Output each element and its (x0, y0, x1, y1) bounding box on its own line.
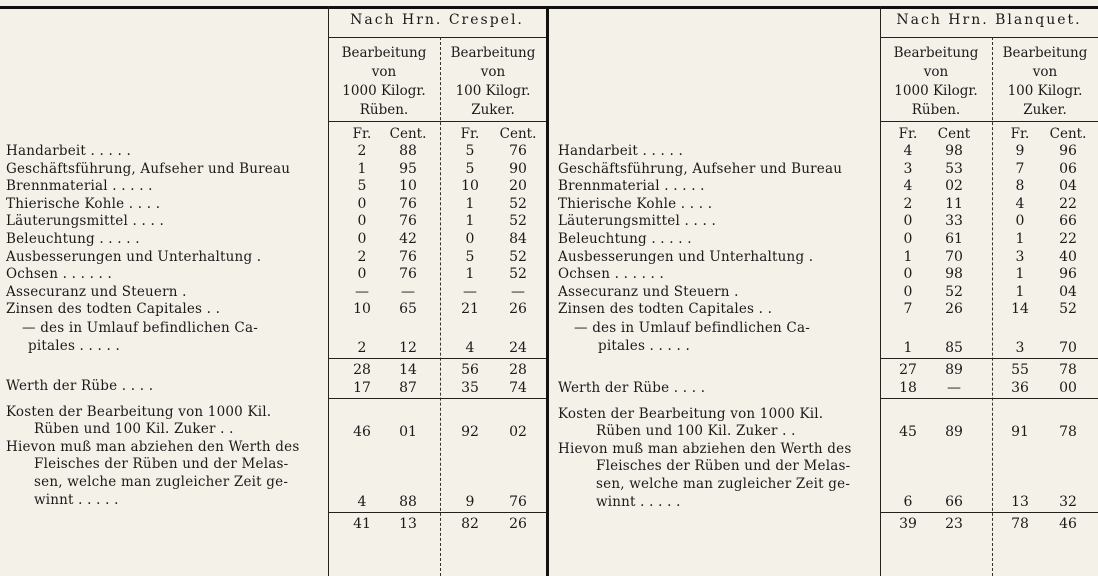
right-value-cell: 89 (945, 424, 963, 440)
hievon-label-right-1: Hievon muß man abziehen den Werth des (558, 441, 852, 457)
left-value-cell: 92 (461, 424, 479, 440)
left-value-cell: 28 (353, 362, 371, 378)
right-value-cell: — (947, 380, 961, 396)
row-label-left: Thierische Kohle . . . . (6, 195, 161, 212)
right-value-cell: 26 (945, 301, 963, 318)
right-value-cell: 1 (1015, 283, 1025, 300)
row-label-right: Zinsen des todten Capitales . . (558, 301, 773, 318)
unit-rule-left (328, 121, 546, 122)
unit-label: Fr. (460, 126, 480, 142)
left-value-cell: 28 (509, 362, 527, 378)
left-value-cell: 0 (357, 195, 367, 212)
umlauf-label-right-2: pitales . . . . . (598, 338, 690, 354)
right-value-cell: 78 (1059, 362, 1077, 378)
right-value-cell: 04 (1059, 283, 1077, 300)
right-value-cell: 0 (903, 231, 913, 247)
right-value-cell: 70 (1059, 340, 1077, 356)
left-value-cell: 20 (509, 178, 527, 195)
right-value-cell: 4 (1015, 195, 1025, 212)
left-value-cell: 76 (399, 213, 417, 230)
total-rule-left (328, 512, 546, 513)
left-value-cell: 9 (465, 494, 475, 510)
left-value-cell: 76 (509, 494, 527, 510)
row-label-right: Ausbesserungen und Unterhaltung . (558, 248, 814, 265)
right-value-cell: 06 (1059, 160, 1077, 177)
left-value-cell: 5 (357, 178, 367, 195)
right-value-cell: 1 (903, 248, 913, 265)
left-value-cell: 10 (461, 178, 479, 195)
right-value-cell: 2 (903, 195, 913, 212)
left-value-cell: 24 (509, 340, 527, 356)
left-value-cell: 0 (465, 231, 475, 247)
right-value-cell: 27 (899, 362, 917, 378)
unit-label: Cent (937, 126, 971, 142)
right-col1-header: Bearbeitung von 1000 Kilogr. Rüben. (893, 45, 979, 118)
left-value-cell: 1 (357, 160, 367, 177)
left-value-cell: 74 (509, 380, 527, 396)
sum-rule-right (880, 358, 1098, 359)
right-value-cell: 4 (903, 143, 913, 159)
left-value-cell: 82 (461, 516, 479, 532)
left-value-cell: — (511, 283, 525, 300)
left-value-cell: 5 (465, 160, 475, 177)
left-value-cell: 1 (465, 213, 475, 230)
left-value-cell: 95 (399, 160, 417, 177)
left-value-cell: 0 (357, 213, 367, 230)
left-source-title: Nach Hrn. Crespel. (350, 12, 524, 28)
row-label-left: Brennmaterial . . . . . (6, 178, 153, 195)
left-value-cell: 35 (461, 380, 479, 396)
right-value-cell: 45 (899, 424, 917, 440)
left-value-cell: 87 (399, 380, 417, 396)
left-value-cell: 2 (357, 248, 367, 265)
left-value-cell: 46 (353, 424, 371, 440)
right-value-cell: 7 (1015, 160, 1025, 177)
right-value-cell: 78 (1059, 424, 1077, 440)
row-label-left: Zinsen des todten Capitales . . (6, 301, 221, 318)
left-value-cell: 14 (399, 362, 417, 378)
werth-rule-right (880, 398, 1098, 399)
hievon-label-left-3: sen, welche man zugleicher Zeit ge- (34, 474, 289, 490)
left-value-cell: 42 (399, 231, 417, 247)
right-value-cell: 3 (1015, 248, 1025, 265)
left-value-cell: 4 (465, 340, 475, 356)
right-value-cell: 36 (1011, 380, 1029, 396)
right-value-cell: 52 (945, 283, 963, 300)
right-value-cell: 52 (1059, 301, 1077, 318)
left-value-cell: 52 (509, 266, 527, 283)
werth-label-left: Werth der Rübe . . . . (6, 378, 154, 394)
left-value-cell: 52 (509, 248, 527, 265)
left-col1-header: Bearbeitung von 1000 Kilogr. Rüben. (341, 45, 427, 118)
right-value-cell: 22 (1059, 195, 1077, 212)
row-label-left: Assecuranz und Steuern . (6, 283, 187, 300)
unit-label: Fr. (352, 126, 372, 142)
right-value-cell: 0 (903, 266, 913, 283)
right-value-cell: 3 (903, 160, 913, 177)
right-value-cell: 91 (1011, 424, 1029, 440)
unit-rule-right (880, 121, 1098, 122)
left-value-cell: 01 (399, 424, 417, 440)
left-value-cell: 88 (399, 143, 417, 159)
sum-rule-left (328, 358, 546, 359)
left-value-cell: 02 (509, 424, 527, 440)
right-value-cell: 32 (1059, 494, 1077, 510)
right-value-cell: 6 (903, 494, 913, 510)
umlauf-label-left-2: pitales . . . . . (28, 338, 120, 354)
left-value-cell: 76 (399, 195, 417, 212)
left-value-cell: 90 (509, 160, 527, 177)
left-value-cell: 12 (399, 340, 417, 356)
right-value-cell: 85 (945, 340, 963, 356)
header-rule-right (880, 37, 1098, 38)
right-value-cell: 33 (945, 213, 963, 230)
kosten-label-left-2: Rüben und 100 Kil. Zuker . . (34, 421, 234, 437)
row-label-left: Läuterungsmittel . . . . (6, 213, 164, 230)
left-col2-header: Bearbeitung von 100 Kilogr. Zuker. (450, 45, 536, 118)
umlauf-label-right-1: — des in Umlauf befindlichen Ca- (574, 320, 810, 336)
right-value-cell: 96 (1059, 143, 1077, 159)
unit-label: Cent. (1049, 126, 1087, 142)
right-value-cell: 13 (1011, 494, 1029, 510)
right-value-cell: 46 (1059, 516, 1077, 532)
right-value-cell: 78 (1011, 516, 1029, 532)
row-label-right: Läuterungsmittel . . . . (558, 213, 716, 230)
left-value-cell: 5 (465, 248, 475, 265)
hievon-label-left-4: winnt . . . . . (34, 492, 119, 508)
right-value-cell: 14 (1011, 301, 1029, 318)
right-value-cell: 04 (1059, 178, 1077, 195)
right-value-cell: 53 (945, 160, 963, 177)
hievon-label-right-4: winnt . . . . . (596, 494, 681, 510)
left-value-cell: 41 (353, 516, 371, 532)
left-value-cell: 13 (399, 516, 417, 532)
left-value-cell: 26 (509, 301, 527, 318)
kosten-label-right-2: Rüben und 100 Kil. Zuker . . (596, 423, 796, 439)
right-value-cell: 66 (1059, 213, 1077, 230)
left-value-cell: 76 (399, 248, 417, 265)
right-value-cell: 98 (945, 266, 963, 283)
right-value-cell: 55 (1011, 362, 1029, 378)
right-col2-header: Bearbeitung von 100 Kilogr. Zuker. (1002, 45, 1088, 118)
row-label-right: Beleuchtung . . . . . (558, 231, 692, 247)
right-value-cell: 66 (945, 494, 963, 510)
right-value-cell: 3 (1015, 340, 1025, 356)
total-rule-right (880, 512, 1098, 513)
kosten-label-left-1: Kosten der Bearbeitung von 1000 Kil. (6, 404, 272, 420)
unit-label: Fr. (898, 126, 918, 142)
left-value-cell: 2 (357, 340, 367, 356)
right-value-cell: 98 (945, 143, 963, 159)
left-value-cell: 17 (353, 380, 371, 396)
right-value-cell: 4 (903, 178, 913, 195)
right-value-cell: 40 (1059, 248, 1077, 265)
left-value-cell: 4 (357, 494, 367, 510)
hievon-label-right-2: Fleisches der Rüben und der Melas- (596, 458, 851, 474)
left-value-cell: 5 (465, 143, 475, 159)
hievon-label-left-1: Hievon muß man abziehen den Werth des (6, 439, 300, 455)
left-value-cell: 10 (399, 178, 417, 195)
left-value-cell: 52 (509, 195, 527, 212)
left-value-cell: — (355, 283, 369, 300)
right-value-cell: 1 (1015, 231, 1025, 247)
right-value-cell: 8 (1015, 178, 1025, 195)
unit-label: Fr. (1010, 126, 1030, 142)
right-value-cell: 0 (903, 283, 913, 300)
umlauf-label-left-1: — des in Umlauf befindlichen Ca- (22, 320, 258, 336)
row-label-left: Handarbeit . . . . . (6, 143, 131, 159)
right-value-cell: 02 (945, 178, 963, 195)
right-value-cell: 96 (1059, 266, 1077, 283)
row-label-left: Beleuchtung . . . . . (6, 231, 140, 247)
right-value-cell: 7 (903, 301, 913, 318)
right-value-cell: 23 (945, 516, 963, 532)
right-value-cell: 22 (1059, 231, 1077, 247)
right-value-cell: 9 (1015, 143, 1025, 159)
row-label-left: Ausbesserungen und Unterhaltung . (6, 248, 262, 265)
right-value-cell: 0 (903, 213, 913, 230)
left-value-cell: 0 (357, 231, 367, 247)
center-divider (546, 6, 549, 576)
row-label-right: Geschäftsführung, Aufseher und Bureau (558, 160, 843, 177)
right-value-cell: 00 (1059, 380, 1077, 396)
left-value-cell: 2 (357, 143, 367, 159)
row-label-left: Geschäftsführung, Aufseher und Bureau (6, 160, 291, 177)
right-value-cell: 89 (945, 362, 963, 378)
row-label-right: Thierische Kohle . . . . (558, 195, 713, 212)
left-value-cell: 26 (509, 516, 527, 532)
row-label-right: Assecuranz und Steuern . (558, 283, 739, 300)
left-value-cell: — (463, 283, 477, 300)
left-value-cell: 88 (399, 494, 417, 510)
right-value-cell: 39 (899, 516, 917, 532)
hievon-label-right-3: sen, welche man zugleicher Zeit ge- (596, 476, 851, 492)
left-value-cell: 56 (461, 362, 479, 378)
right-value-cell: 11 (945, 195, 963, 212)
kosten-label-right-1: Kosten der Bearbeitung von 1000 Kil. (558, 406, 824, 422)
werth-rule-left (328, 398, 546, 399)
left-value-cell: 0 (357, 266, 367, 283)
left-value-cell: 21 (461, 301, 479, 318)
right-source-title: Nach Hrn. Blanquet. (896, 12, 1082, 28)
right-value-cell: 1 (903, 340, 913, 356)
left-value-cell: 52 (509, 213, 527, 230)
werth-label-right: Werth der Rübe . . . . (558, 380, 706, 396)
row-label-left: Ochsen . . . . . . (6, 266, 113, 283)
row-label-right: Ochsen . . . . . . (558, 266, 665, 283)
left-value-cell: 1 (465, 195, 475, 212)
top-rule (0, 6, 1098, 9)
left-value-cell: 84 (509, 231, 527, 247)
right-value-cell: 61 (945, 231, 963, 247)
left-value-cell: 76 (509, 143, 527, 159)
right-value-cell: 1 (1015, 266, 1025, 283)
left-value-cell: 1 (465, 266, 475, 283)
right-value-cell: 18 (899, 380, 917, 396)
hievon-label-left-2: Fleisches der Rüben und der Melas- (34, 456, 289, 472)
row-label-right: Brennmaterial . . . . . (558, 178, 705, 195)
unit-label: Cent. (499, 126, 537, 142)
right-value-cell: 0 (1015, 213, 1025, 230)
row-label-right: Handarbeit . . . . . (558, 143, 683, 159)
header-rule-left (328, 37, 546, 38)
unit-label: Cent. (389, 126, 427, 142)
left-value-cell: 10 (353, 301, 371, 318)
left-value-cell: 65 (399, 301, 417, 318)
left-value-cell: 76 (399, 266, 417, 283)
right-value-cell: 70 (945, 248, 963, 265)
left-value-cell: — (401, 283, 415, 300)
